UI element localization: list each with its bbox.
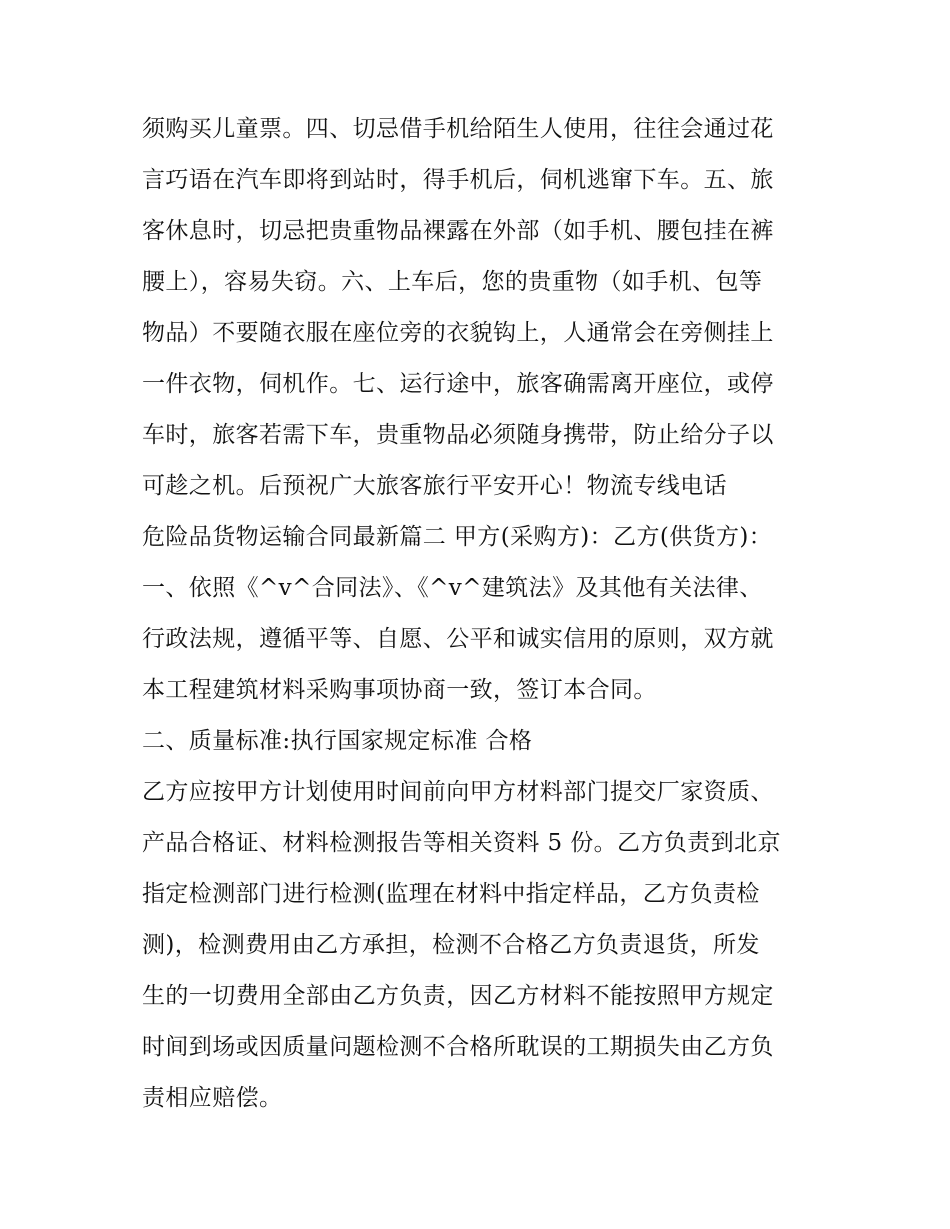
text-line: 本工程建筑材料采购事项协商一致，签订本合同。 <box>142 677 657 703</box>
text-line: 生的一切费用全部由乙方负责，因乙方材料不能按照甲方规定 <box>142 983 774 1009</box>
text-line: 物品）不要随衣服在座位旁的衣貌钩上，人通常会在旁侧挂上 <box>142 320 774 346</box>
text-line: 须购买儿童票。四、切忌借手机给陌生人使用，往往会通过花 <box>142 116 774 142</box>
clause-heading-line: 二、质量标准:执行国家规定标准 合格 <box>142 728 533 754</box>
text-line: 测)，检测费用由乙方承担，检测不合格乙方负责退货，所发 <box>142 932 760 958</box>
text-line: 车时，旅客若需下车，贵重物品必须随身携带，防止给分子以 <box>142 422 774 448</box>
document-body <box>142 104 822 1124</box>
text-line: 一、依照《^v^合同法》、《^v^建筑法》及其他有关法律、 <box>142 575 763 601</box>
text-line: 乙方应按甲方计划使用时间前向甲方材料部门提交厂家资质、 <box>142 779 774 805</box>
text-line: 时间到场或因质量问题检测不合格所耽误的工期损失由乙方负 <box>142 1034 774 1060</box>
text-line: 行政法规，遵循平等、自愿、公平和诚实信用的原则，双方就 <box>142 626 774 652</box>
text-line: 腰上），容易失窃。六、上车后，您的贵重物（如手机、包等 <box>142 269 763 295</box>
text-line: 言巧语在汽车即将到站时，得手机后，伺机逃窜下车。五、旅 <box>142 167 774 193</box>
text-line: 责相应赔偿。 <box>142 1085 283 1111</box>
text-line: 一件衣物，伺机作。七、运行途中，旅客确需离开座位，或停 <box>142 371 774 397</box>
text-line: 指定检测部门进行检测(监理在材料中指定样品，乙方负责检 <box>142 881 760 907</box>
text-line: 产品合格证、材料检测报告等相关资料 5 份。乙方负责到北京 <box>142 830 781 856</box>
section-heading-line: 危险品货物运输合同最新篇二 甲方(采购方)：乙方(供货方)： <box>142 524 773 550</box>
text-line: 可趁之机。后预祝广大旅客旅行平安开心！物流专线电话 <box>142 473 727 499</box>
text-line: 客休息时，切忌把贵重物品裸露在外部（如手机、腰包挂在裤 <box>142 218 774 244</box>
